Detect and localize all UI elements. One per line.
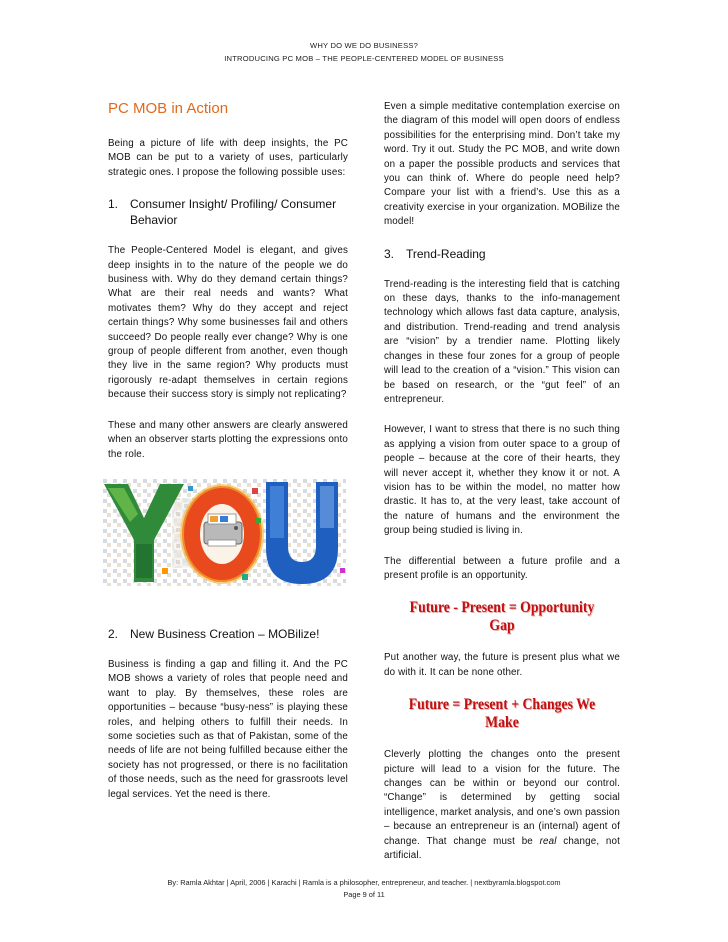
page-number: Page 9 of 11 (343, 890, 385, 899)
right-column (384, 100, 620, 879)
paragraph: These and many other answers are clearly answered when an observer starts plotting the expressions onto the role. (108, 419, 348, 460)
paragraph: Trend-reading is the interesting field that is catching on these days, thanks to the info-management technology which allows fast data capture, analysis, and distribution. Trend-reading and trend analysis are “vision” by a trendier name. Plotting likely changes in these four zones for a group of people will lead to the creation of a “vision.” This vision can be based on research, or the “gut feel” of an entrepreneur. (384, 278, 620, 405)
running-header-subtitle: INTRODUCING PC MOB – THE PEOPLE-CENTERED MODEL OF BUSINESS (224, 54, 504, 63)
subsection-heading-1 (108, 196, 348, 228)
subsection-number: 3. (384, 246, 395, 261)
left-column (108, 100, 348, 818)
paragraph: Business is finding a gap and filling it. And the PC MOB shows a variety of roles that people need and want to play. By themselves, these roles are opportunities – because “busy-ness” is playing these roles, and helping others to fulfill their needs. In some societies such as that of Pakistan, some of the needs of life are not being fulfilled because either the society has not progressed, or there is no facilitation of those needs, such as the need for grassroots level legal services. Yet the need is there. (108, 658, 348, 800)
paragraph: The People-Centered Model is elegant, and gives deep insights in to the nature of the people we do business with. Why do they demand certain things? What are their real needs and wants? What motivates them? Why do they accept and reject certain things? Why some businesses fail and others succeed? Do people really ever change? Why is one group of people different from another, even though they live in the same region? Why products must rigorously re-adapt themselves in certain regions because their success story is simply not replicating? (108, 245, 348, 401)
subsection-title: Consumer Insight/ Profiling/ Consumer Behavior (130, 197, 337, 228)
emphasis-text: real (539, 835, 557, 847)
subsection-title: New Business Creation – MOBilize! (130, 626, 320, 641)
intro-paragraph: Being a picture of life with deep insights, the PC MOB can be put to a variety of uses, particularly strategic ones. I propose the following possible uses: (108, 138, 348, 178)
section-heading: PC MOB in Action (108, 100, 229, 117)
you-collage-graphic (102, 478, 346, 586)
paragraph: However, I want to stress that there is no such thing as applying a vision from outer space to a group of people – because at the core of their hearts, they will never accept it, whether they know it or not. A vision has to be within the model, no matter how drastic. It has to, at the very least, take account of the nature of humans and the environment the group being studied is living in. (384, 424, 620, 537)
paragraph: Even a simple meditative contemplation exercise on the diagram of this model will open doors of endless possibilities for the enterprising mind. Don’t take my word. Try it out. Study the PC MOB, and write down on a paper the possible products and services that you can think of. Where do people need help? Compare your list with a friend’s. Use this as a creativity exercise in your organization. MOBilize the model! (384, 101, 620, 228)
running-header-title: WHY DO WE DO BUSINESS? (309, 41, 419, 50)
paragraph-text: Cleverly plotting the changes onto the present picture will lead to a vision for the future. The changes can be within or beyond our control. “Change” is determined by getting social intelligence, market analysis, and one’s own passion – because an entrepreneur is an (internal) agent of change. That change must be (384, 749, 620, 847)
footer-byline: By: Ramla Akhtar | April, 2006 | Karachi | Ramla is a philosopher, entrepreneur, and teacher. | nextbyramla.blogspot.com (167, 878, 561, 887)
paragraph-text: change, not artificial. (384, 835, 620, 862)
subsection-heading-2 (108, 626, 348, 642)
you-collage-image (102, 478, 346, 586)
opportunity-gap-equation: Future - Present = Opportunity Gap (409, 599, 595, 635)
paragraph: Put another way, the future is present plus what we do with it. It can be none other. (384, 652, 620, 678)
future-equation: Future = Present + Changes We Make (408, 696, 596, 732)
subsection-number: 1. (108, 197, 119, 212)
subsection-number: 2. (108, 626, 119, 641)
subsection-heading-3 (384, 246, 620, 262)
subsection-title: Trend-Reading (406, 246, 486, 261)
paragraph (384, 748, 620, 863)
paragraph: The differential between a future profile and a present profile is an opportunity. (384, 555, 620, 581)
